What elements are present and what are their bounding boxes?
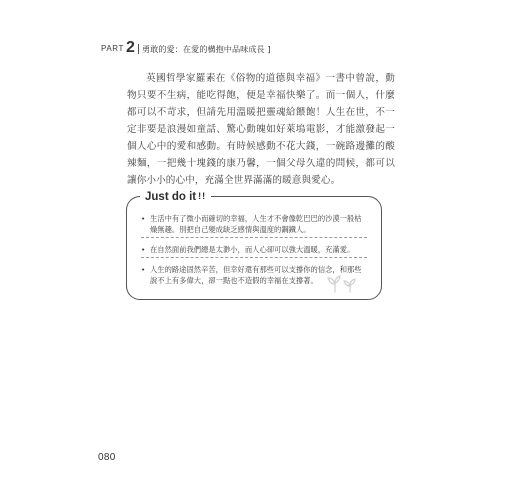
list-item [141, 213, 365, 235]
page-number: 080 [98, 452, 116, 463]
tip-text: 在自然面前我們總是太渺小，而人心卻可以強大溫暖，充滿愛。 [150, 245, 355, 254]
part-number: 2 [126, 39, 135, 56]
sprout-icon [323, 273, 365, 293]
bullet-icon: • [141, 265, 146, 274]
header-divider [138, 44, 139, 54]
tips-box-title [140, 189, 211, 204]
bullet-icon: • [141, 245, 146, 254]
part-label: PART [101, 44, 124, 53]
divider [141, 237, 367, 238]
bullet-icon: • [141, 214, 146, 223]
chapter-title: 勇敢的愛：在愛的構抱中品味成長 ] [141, 43, 271, 54]
tips-box-title-suffix: !! [198, 191, 207, 201]
body-paragraph: 英國哲學家羅素在《俗物的道德與幸福》一書中曾說，動物只要不生病，能吃得飽，便是幸福快樂了。而一個人，什麼都可以不苛求，但請先用溫暖把靈魂給餵飽！人生在世，不一定非要是浪漫如童話、驚心動魄如好萊塢電影，才能激發起一個人心中的愛和感動。有時候感動不花大錢，一碗路邊攤的酸辣麵，一把幾十塊錢的康乃馨，一個父母久違的問候，都可以讓你小小的心中，充滿全世界滿滿的暖意與愛心。 [127, 73, 395, 186]
tip-text: 生活中有了微小而確切的幸福，人生才不會像乾巴巴的沙漠一般枯燥無趣。別把自己變成缺乏感情與溫度的鋼鐵人。 [150, 214, 362, 234]
list-item [141, 244, 365, 255]
tip-text: 人生的路途固然辛苦，但幸好還有那些可以支撐你的信念，和那些說不上有多偉大，卻一點也不造假的幸福在支撐著。 [150, 265, 362, 285]
tips-box-title-text: Just do it [145, 191, 197, 203]
divider [141, 257, 367, 258]
tips-box [126, 191, 382, 300]
running-header [101, 38, 271, 56]
